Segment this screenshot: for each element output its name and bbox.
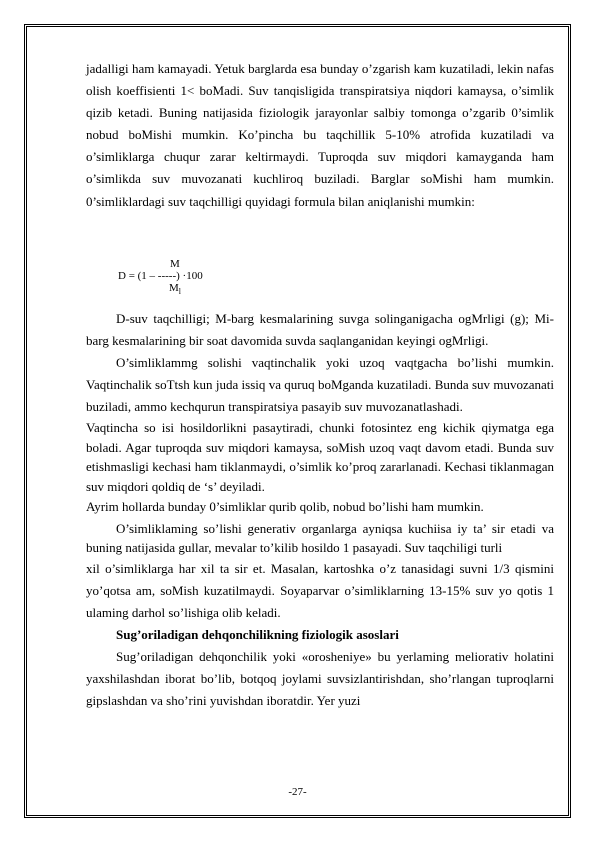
formula-denominator: $M_l$ [169, 282, 182, 297]
paragraph-1: jadalligi ham kamayadi. Yetuk barglarda esa bunday o’zgarish kam kuzatiladi, lekin nafas olish koeffisienti 1< boMadi. Suv tanqisligida transpiratsiya niqdori kamaysa, o’simlik qizib ketadi. Buning natijasida fiziologik jarayonlar salbiy tomonga o’zgarib 0’simlik nobud boMishi mumkin. Ko’pincha bu taqchillik 5-10% atrofida kuzatiladi va o’simliklarga chuqur zarar keltirmaydi. Tuproqda suv miqdori kamayganda ham o’simlikda suv muvozanati kuchliroq buziladi. Barglar soMishi ham mumkin. 0’simliklardagi suv taqchilligi quyidagi formula bilan aniqlanishi mumkin: [86, 61, 554, 209]
paragraph-3c: Ayrim hollarda bunday 0’simliklar qurib qolib, nobud bo’lishi ham mumkin. [86, 499, 484, 515]
paragraph-3a: O’simliklammg solishi vaqtinchalik yoki uzoq vaqtgacha bo’lishi mumkin. Vaqtinchalik soTtsh kun juda issiq va quruq boMganda kuzatiladi. Bunda suv muvozanati buziladi, ammo kechqurun transpiratsiya pasayib suv muvozanatlashadi. [86, 355, 554, 415]
paragraph-2: D-suv taqchilligi; M-barg kesmalarining suvga solinganigacha ogMrligi (g); Mi-barg kesmalarining bir soat davomida suvda saqlanganidan keyingi ogMrligi. [86, 311, 554, 349]
paragraph-4b: xil o’simliklarga har xil ta sir et. Masalan, kartoshka o’z tanasidagi suvni 1/3 qismini yo’qotsa am, soMish kuzatilmaydi. Soyaparvar o’simliklarning 13-15% suv yo qotis 1 ulaming darhol so’lishiga olib keladi. [86, 560, 554, 620]
formula-numerator: M [170, 258, 180, 270]
water-deficit-formula [118, 258, 258, 298]
section-heading: Sug’oriladigan dehqonchilikning fiziologik asoslari [116, 626, 399, 642]
paragraph-5: Sug’oriladigan dehqonchilik yoki «orosheniye» bu yerlaming meliorativ holatini yaxshilashdan iborat bo’lib, botqoq joylami suvsizlantirishdan, sho’rlangan tuproqlarni gipslashdan va sho’rini yuvishdan iboratdir. Yer yuzi [86, 648, 554, 709]
page-number: -27- [288, 786, 307, 798]
paragraph-3b: Vaqtincha so isi hosildorlikni pasaytiradi, chunki fotosintez eng kichik qiymatga ega boladi. Agar tuproqda suv miqdori kamaysa, soMish uzoq vaqt davom etadi. Bunda suv etishmasligi kechasi ham tiklanmaydi, o’simlik ko’proq zararlanadi. Kechasi tiklanmagan suv miqdori qoldiq de ‘s’ deyiladi. [86, 420, 554, 494]
paragraph-4a: O’simliklaming so’lishi generativ organlarga ayniqsa kuchiisa iy ta’ sir etadi va buning natijasida gullar, mevalar to’kilib hosildo 1 pasayadi. Suv taqchiligi turli [86, 520, 554, 556]
text-block-top [86, 58, 554, 213]
formula-expression: D = (1 – -----) ·100 [118, 270, 203, 282]
text-block-main [86, 308, 554, 712]
